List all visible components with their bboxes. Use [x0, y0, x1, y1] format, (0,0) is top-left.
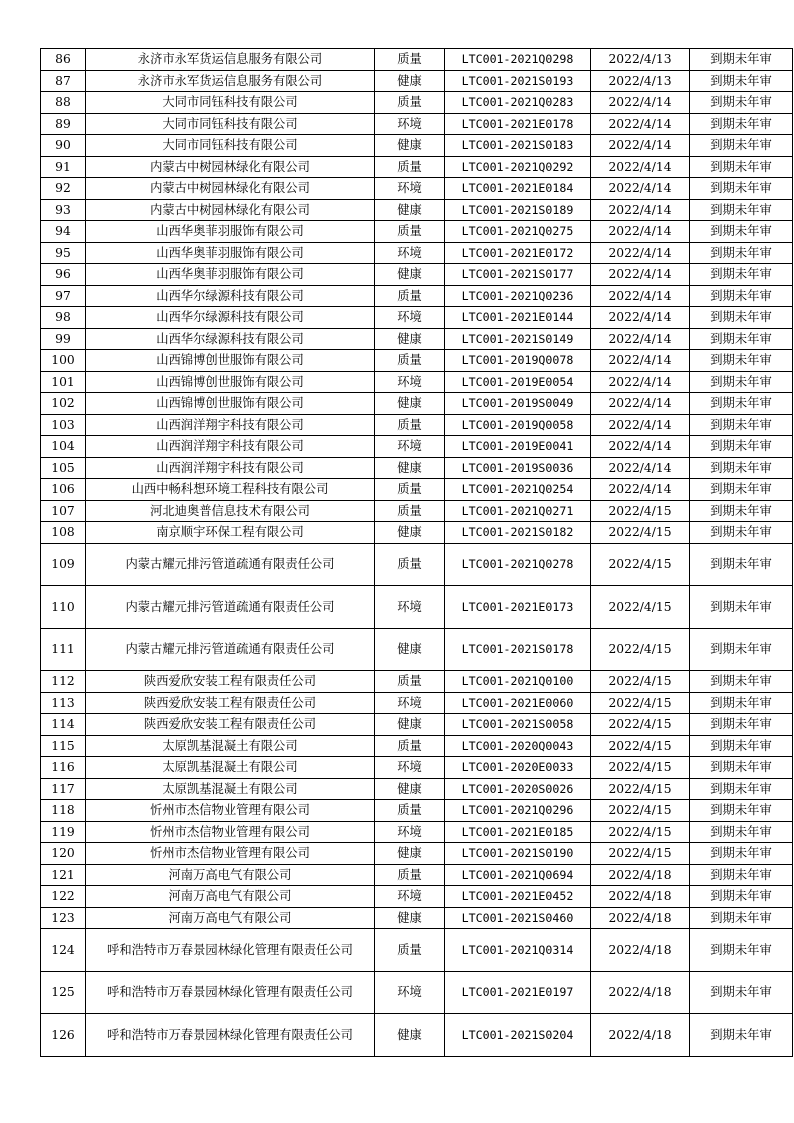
certificate-number: LTC001-2021S0058 — [445, 714, 591, 736]
expiry-date: 2022/4/14 — [591, 479, 690, 501]
table-row — [41, 1014, 793, 1057]
row-number: 96 — [41, 264, 86, 286]
company-name: 大同市同钰科技有限公司 — [86, 92, 375, 114]
expiry-date: 2022/4/15 — [591, 522, 690, 544]
table-row — [41, 307, 793, 329]
audit-status: 到期未年审 — [690, 714, 793, 736]
certification-type: 健康 — [375, 522, 445, 544]
certification-type: 健康 — [375, 135, 445, 157]
expiry-date: 2022/4/15 — [591, 671, 690, 693]
row-number: 99 — [41, 328, 86, 350]
audit-status: 到期未年审 — [690, 307, 793, 329]
audit-status: 到期未年审 — [690, 628, 793, 671]
table-row — [41, 156, 793, 178]
row-number: 124 — [41, 929, 86, 972]
certificate-number: LTC001-2021S0190 — [445, 843, 591, 865]
company-name: 内蒙古中树园林绿化有限公司 — [86, 156, 375, 178]
certificate-number: LTC001-2021S0460 — [445, 907, 591, 929]
audit-status: 到期未年审 — [690, 70, 793, 92]
row-number: 91 — [41, 156, 86, 178]
expiry-date: 2022/4/14 — [591, 221, 690, 243]
row-number: 122 — [41, 886, 86, 908]
table-row — [41, 457, 793, 479]
expiry-date: 2022/4/15 — [591, 735, 690, 757]
certificate-number: LTC001-2019S0036 — [445, 457, 591, 479]
table-row — [41, 328, 793, 350]
company-name: 陕西爱欣安装工程有限责任公司 — [86, 714, 375, 736]
row-number: 104 — [41, 436, 86, 458]
table-row — [41, 371, 793, 393]
certificate-number: LTC001-2021E0144 — [445, 307, 591, 329]
certification-type: 环境 — [375, 692, 445, 714]
expiry-date: 2022/4/14 — [591, 371, 690, 393]
certification-type: 环境 — [375, 307, 445, 329]
certification-type: 健康 — [375, 70, 445, 92]
company-name: 山西锦博创世服饰有限公司 — [86, 350, 375, 372]
company-name: 山西华奥菲羽服饰有限公司 — [86, 242, 375, 264]
audit-status: 到期未年审 — [690, 864, 793, 886]
table-row — [41, 221, 793, 243]
certification-type: 环境 — [375, 971, 445, 1014]
audit-status: 到期未年审 — [690, 907, 793, 929]
audit-status: 到期未年审 — [690, 156, 793, 178]
table-row — [41, 49, 793, 71]
audit-status: 到期未年审 — [690, 49, 793, 71]
table-row — [41, 692, 793, 714]
company-name: 呼和浩特市万春景园林绿化管理有限责任公司 — [86, 1014, 375, 1057]
expiry-date: 2022/4/14 — [591, 393, 690, 415]
table-row — [41, 671, 793, 693]
row-number: 97 — [41, 285, 86, 307]
row-number: 95 — [41, 242, 86, 264]
certificate-number: LTC001-2019Q0058 — [445, 414, 591, 436]
row-number: 106 — [41, 479, 86, 501]
certificate-number: LTC001-2021Q0254 — [445, 479, 591, 501]
certificate-number: LTC001-2020Q0043 — [445, 735, 591, 757]
certificate-status-table — [40, 48, 793, 1057]
certification-type: 质量 — [375, 92, 445, 114]
certificate-number: LTC001-2021Q0296 — [445, 800, 591, 822]
audit-status: 到期未年审 — [690, 735, 793, 757]
row-number: 110 — [41, 586, 86, 629]
company-name: 河南万高电气有限公司 — [86, 886, 375, 908]
audit-status: 到期未年审 — [690, 800, 793, 822]
certification-type: 质量 — [375, 500, 445, 522]
expiry-date: 2022/4/14 — [591, 199, 690, 221]
row-number: 123 — [41, 907, 86, 929]
table-row — [41, 264, 793, 286]
expiry-date: 2022/4/14 — [591, 307, 690, 329]
table-row — [41, 800, 793, 822]
row-number: 120 — [41, 843, 86, 865]
company-name: 永济市永军货运信息服务有限公司 — [86, 49, 375, 71]
company-name: 大同市同钰科技有限公司 — [86, 135, 375, 157]
expiry-date: 2022/4/14 — [591, 242, 690, 264]
audit-status: 到期未年审 — [690, 971, 793, 1014]
certificate-number: LTC001-2021E0178 — [445, 113, 591, 135]
audit-status: 到期未年审 — [690, 757, 793, 779]
company-name: 太原凯基混凝土有限公司 — [86, 778, 375, 800]
expiry-date: 2022/4/18 — [591, 886, 690, 908]
certification-type: 环境 — [375, 242, 445, 264]
table-row — [41, 522, 793, 544]
certification-type: 环境 — [375, 436, 445, 458]
certificate-number: LTC001-2021Q0283 — [445, 92, 591, 114]
certificate-number: LTC001-2021S0182 — [445, 522, 591, 544]
audit-status: 到期未年审 — [690, 135, 793, 157]
certificate-number: LTC001-2021E0197 — [445, 971, 591, 1014]
certification-type: 质量 — [375, 221, 445, 243]
certification-type: 质量 — [375, 543, 445, 586]
certificate-number: LTC001-2021E0060 — [445, 692, 591, 714]
row-number: 102 — [41, 393, 86, 415]
table-row — [41, 242, 793, 264]
table-row — [41, 500, 793, 522]
audit-status: 到期未年审 — [690, 199, 793, 221]
company-name: 陕西爱欣安装工程有限责任公司 — [86, 692, 375, 714]
certificate-number: LTC001-2021Q0694 — [445, 864, 591, 886]
table-row — [41, 543, 793, 586]
table-row — [41, 586, 793, 629]
expiry-date: 2022/4/15 — [591, 800, 690, 822]
audit-status: 到期未年审 — [690, 371, 793, 393]
certification-type: 环境 — [375, 757, 445, 779]
company-name: 山西华尔绿源科技有限公司 — [86, 328, 375, 350]
certification-type: 质量 — [375, 49, 445, 71]
certificate-number: LTC001-2021E0172 — [445, 242, 591, 264]
certification-type: 健康 — [375, 843, 445, 865]
audit-status: 到期未年审 — [690, 221, 793, 243]
row-number: 114 — [41, 714, 86, 736]
certification-type: 质量 — [375, 414, 445, 436]
row-number: 94 — [41, 221, 86, 243]
audit-status: 到期未年审 — [690, 285, 793, 307]
certificate-number: LTC001-2021Q0278 — [445, 543, 591, 586]
expiry-date: 2022/4/15 — [591, 628, 690, 671]
company-name: 山西润洋翔宇科技有限公司 — [86, 457, 375, 479]
audit-status: 到期未年审 — [690, 500, 793, 522]
table-row — [41, 843, 793, 865]
expiry-date: 2022/4/15 — [591, 500, 690, 522]
row-number: 100 — [41, 350, 86, 372]
table-row — [41, 886, 793, 908]
company-name: 山西锦博创世服饰有限公司 — [86, 371, 375, 393]
company-name: 呼和浩特市万春景园林绿化管理有限责任公司 — [86, 971, 375, 1014]
row-number: 98 — [41, 307, 86, 329]
table-row — [41, 113, 793, 135]
table-row — [41, 907, 793, 929]
expiry-date: 2022/4/13 — [591, 49, 690, 71]
certificate-number: LTC001-2021S0189 — [445, 199, 591, 221]
certification-type: 健康 — [375, 328, 445, 350]
certificate-number: LTC001-2019S0049 — [445, 393, 591, 415]
certificate-number: LTC001-2021Q0271 — [445, 500, 591, 522]
row-number: 92 — [41, 178, 86, 200]
company-name: 呼和浩特市万春景园林绿化管理有限责任公司 — [86, 929, 375, 972]
company-name: 南京顺宇环保工程有限公司 — [86, 522, 375, 544]
certificate-number: LTC001-2021S0177 — [445, 264, 591, 286]
company-name: 河南万高电气有限公司 — [86, 864, 375, 886]
audit-status: 到期未年审 — [690, 821, 793, 843]
certification-type: 环境 — [375, 586, 445, 629]
company-name: 太原凯基混凝土有限公司 — [86, 757, 375, 779]
row-number: 126 — [41, 1014, 86, 1057]
row-number: 125 — [41, 971, 86, 1014]
expiry-date: 2022/4/14 — [591, 178, 690, 200]
audit-status: 到期未年审 — [690, 479, 793, 501]
expiry-date: 2022/4/14 — [591, 285, 690, 307]
company-name: 河南万高电气有限公司 — [86, 907, 375, 929]
row-number: 113 — [41, 692, 86, 714]
certificate-number: LTC001-2020E0033 — [445, 757, 591, 779]
expiry-date: 2022/4/15 — [591, 543, 690, 586]
company-name: 河北迪奥普信息技术有限公司 — [86, 500, 375, 522]
expiry-date: 2022/4/15 — [591, 821, 690, 843]
certificate-number: LTC001-2021Q0236 — [445, 285, 591, 307]
audit-status: 到期未年审 — [690, 242, 793, 264]
certification-type: 质量 — [375, 350, 445, 372]
table-row — [41, 436, 793, 458]
table-row — [41, 864, 793, 886]
company-name: 太原凯基混凝土有限公司 — [86, 735, 375, 757]
certification-type: 质量 — [375, 864, 445, 886]
certificate-number: LTC001-2021S0204 — [445, 1014, 591, 1057]
certification-type: 质量 — [375, 929, 445, 972]
certification-type: 质量 — [375, 156, 445, 178]
company-name: 山西润洋翔宇科技有限公司 — [86, 414, 375, 436]
company-name: 内蒙古耀元排污管道疏通有限责任公司 — [86, 586, 375, 629]
audit-status: 到期未年审 — [690, 393, 793, 415]
audit-status: 到期未年审 — [690, 586, 793, 629]
certification-type: 环境 — [375, 178, 445, 200]
certificate-number: LTC001-2021E0185 — [445, 821, 591, 843]
expiry-date: 2022/4/14 — [591, 113, 690, 135]
row-number: 88 — [41, 92, 86, 114]
certificate-number: LTC001-2021E0452 — [445, 886, 591, 908]
company-name: 永济市永军货运信息服务有限公司 — [86, 70, 375, 92]
certification-type: 环境 — [375, 371, 445, 393]
row-number: 93 — [41, 199, 86, 221]
audit-status: 到期未年审 — [690, 843, 793, 865]
table-row — [41, 178, 793, 200]
table-row — [41, 971, 793, 1014]
certification-type: 健康 — [375, 264, 445, 286]
row-number: 105 — [41, 457, 86, 479]
table-row — [41, 821, 793, 843]
expiry-date: 2022/4/13 — [591, 70, 690, 92]
certification-type: 健康 — [375, 778, 445, 800]
expiry-date: 2022/4/15 — [591, 586, 690, 629]
expiry-date: 2022/4/14 — [591, 328, 690, 350]
audit-status: 到期未年审 — [690, 457, 793, 479]
audit-status: 到期未年审 — [690, 886, 793, 908]
certificate-number: LTC001-2019E0041 — [445, 436, 591, 458]
certificate-number: LTC001-2021E0173 — [445, 586, 591, 629]
company-name: 忻州市杰信物业管理有限公司 — [86, 821, 375, 843]
certificate-number: LTC001-2021S0193 — [445, 70, 591, 92]
certificate-number: LTC001-2021Q0314 — [445, 929, 591, 972]
expiry-date: 2022/4/18 — [591, 907, 690, 929]
company-name: 内蒙古中树园林绿化有限公司 — [86, 178, 375, 200]
row-number: 89 — [41, 113, 86, 135]
row-number: 108 — [41, 522, 86, 544]
certification-type: 质量 — [375, 671, 445, 693]
certification-type: 健康 — [375, 714, 445, 736]
table-row — [41, 929, 793, 972]
company-name: 内蒙古耀元排污管道疏通有限责任公司 — [86, 628, 375, 671]
expiry-date: 2022/4/15 — [591, 843, 690, 865]
certificate-number: LTC001-2020S0026 — [445, 778, 591, 800]
row-number: 117 — [41, 778, 86, 800]
expiry-date: 2022/4/15 — [591, 714, 690, 736]
table-row — [41, 393, 793, 415]
certification-type: 健康 — [375, 628, 445, 671]
row-number: 109 — [41, 543, 86, 586]
expiry-date: 2022/4/14 — [591, 436, 690, 458]
audit-status: 到期未年审 — [690, 113, 793, 135]
expiry-date: 2022/4/14 — [591, 92, 690, 114]
certification-type: 健康 — [375, 393, 445, 415]
table-body — [41, 49, 793, 1057]
expiry-date: 2022/4/18 — [591, 929, 690, 972]
certificate-number: LTC001-2021E0184 — [445, 178, 591, 200]
certificate-number: LTC001-2021S0178 — [445, 628, 591, 671]
expiry-date: 2022/4/14 — [591, 156, 690, 178]
row-number: 115 — [41, 735, 86, 757]
audit-status: 到期未年审 — [690, 92, 793, 114]
audit-status: 到期未年审 — [690, 328, 793, 350]
certificate-number: LTC001-2021Q0275 — [445, 221, 591, 243]
certification-type: 质量 — [375, 479, 445, 501]
audit-status: 到期未年审 — [690, 543, 793, 586]
table-row — [41, 92, 793, 114]
certificate-number: LTC001-2021S0149 — [445, 328, 591, 350]
company-name: 山西华奥菲羽服饰有限公司 — [86, 264, 375, 286]
certificate-number: LTC001-2021Q0292 — [445, 156, 591, 178]
expiry-date: 2022/4/15 — [591, 778, 690, 800]
expiry-date: 2022/4/15 — [591, 692, 690, 714]
expiry-date: 2022/4/14 — [591, 414, 690, 436]
table-row — [41, 285, 793, 307]
company-name: 山西润洋翔宇科技有限公司 — [86, 436, 375, 458]
expiry-date: 2022/4/14 — [591, 350, 690, 372]
expiry-date: 2022/4/15 — [591, 757, 690, 779]
table-row — [41, 757, 793, 779]
table-row — [41, 714, 793, 736]
audit-status: 到期未年审 — [690, 436, 793, 458]
table-row — [41, 628, 793, 671]
audit-status: 到期未年审 — [690, 414, 793, 436]
company-name: 内蒙古耀元排污管道疏通有限责任公司 — [86, 543, 375, 586]
row-number: 121 — [41, 864, 86, 886]
expiry-date: 2022/4/18 — [591, 1014, 690, 1057]
table-row — [41, 414, 793, 436]
audit-status: 到期未年审 — [690, 1014, 793, 1057]
row-number: 90 — [41, 135, 86, 157]
company-name: 山西华奥菲羽服饰有限公司 — [86, 221, 375, 243]
certificate-number: LTC001-2019E0054 — [445, 371, 591, 393]
audit-status: 到期未年审 — [690, 671, 793, 693]
row-number: 101 — [41, 371, 86, 393]
certification-type: 环境 — [375, 886, 445, 908]
certification-type: 健康 — [375, 199, 445, 221]
table-row — [41, 350, 793, 372]
audit-status: 到期未年审 — [690, 178, 793, 200]
table-row — [41, 479, 793, 501]
audit-status: 到期未年审 — [690, 522, 793, 544]
company-name: 陕西爱欣安装工程有限责任公司 — [86, 671, 375, 693]
row-number: 119 — [41, 821, 86, 843]
certification-type: 质量 — [375, 800, 445, 822]
company-name: 大同市同钰科技有限公司 — [86, 113, 375, 135]
audit-status: 到期未年审 — [690, 778, 793, 800]
audit-status: 到期未年审 — [690, 350, 793, 372]
certification-type: 健康 — [375, 457, 445, 479]
table-row — [41, 135, 793, 157]
row-number: 116 — [41, 757, 86, 779]
expiry-date: 2022/4/18 — [591, 864, 690, 886]
certification-type: 环境 — [375, 113, 445, 135]
audit-status: 到期未年审 — [690, 929, 793, 972]
table-row — [41, 70, 793, 92]
certification-type: 环境 — [375, 821, 445, 843]
expiry-date: 2022/4/14 — [591, 264, 690, 286]
table-row — [41, 199, 793, 221]
company-name: 山西华尔绿源科技有限公司 — [86, 307, 375, 329]
row-number: 112 — [41, 671, 86, 693]
certification-type: 健康 — [375, 1014, 445, 1057]
expiry-date: 2022/4/14 — [591, 457, 690, 479]
certification-type: 质量 — [375, 285, 445, 307]
table-row — [41, 778, 793, 800]
expiry-date: 2022/4/14 — [591, 135, 690, 157]
certification-type: 健康 — [375, 907, 445, 929]
certificate-number: LTC001-2021Q0100 — [445, 671, 591, 693]
row-number: 118 — [41, 800, 86, 822]
row-number: 107 — [41, 500, 86, 522]
row-number: 86 — [41, 49, 86, 71]
certificate-number: LTC001-2021Q0298 — [445, 49, 591, 71]
certificate-number: LTC001-2021S0183 — [445, 135, 591, 157]
company-name: 山西华尔绿源科技有限公司 — [86, 285, 375, 307]
company-name: 山西中畅科想环境工程科技有限公司 — [86, 479, 375, 501]
table-row — [41, 735, 793, 757]
row-number: 103 — [41, 414, 86, 436]
company-name: 内蒙古中树园林绿化有限公司 — [86, 199, 375, 221]
expiry-date: 2022/4/18 — [591, 971, 690, 1014]
audit-status: 到期未年审 — [690, 264, 793, 286]
row-number: 111 — [41, 628, 86, 671]
certification-type: 质量 — [375, 735, 445, 757]
row-number: 87 — [41, 70, 86, 92]
company-name: 忻州市杰信物业管理有限公司 — [86, 800, 375, 822]
company-name: 山西锦博创世服饰有限公司 — [86, 393, 375, 415]
certificate-number: LTC001-2019Q0078 — [445, 350, 591, 372]
company-name: 忻州市杰信物业管理有限公司 — [86, 843, 375, 865]
audit-status: 到期未年审 — [690, 692, 793, 714]
